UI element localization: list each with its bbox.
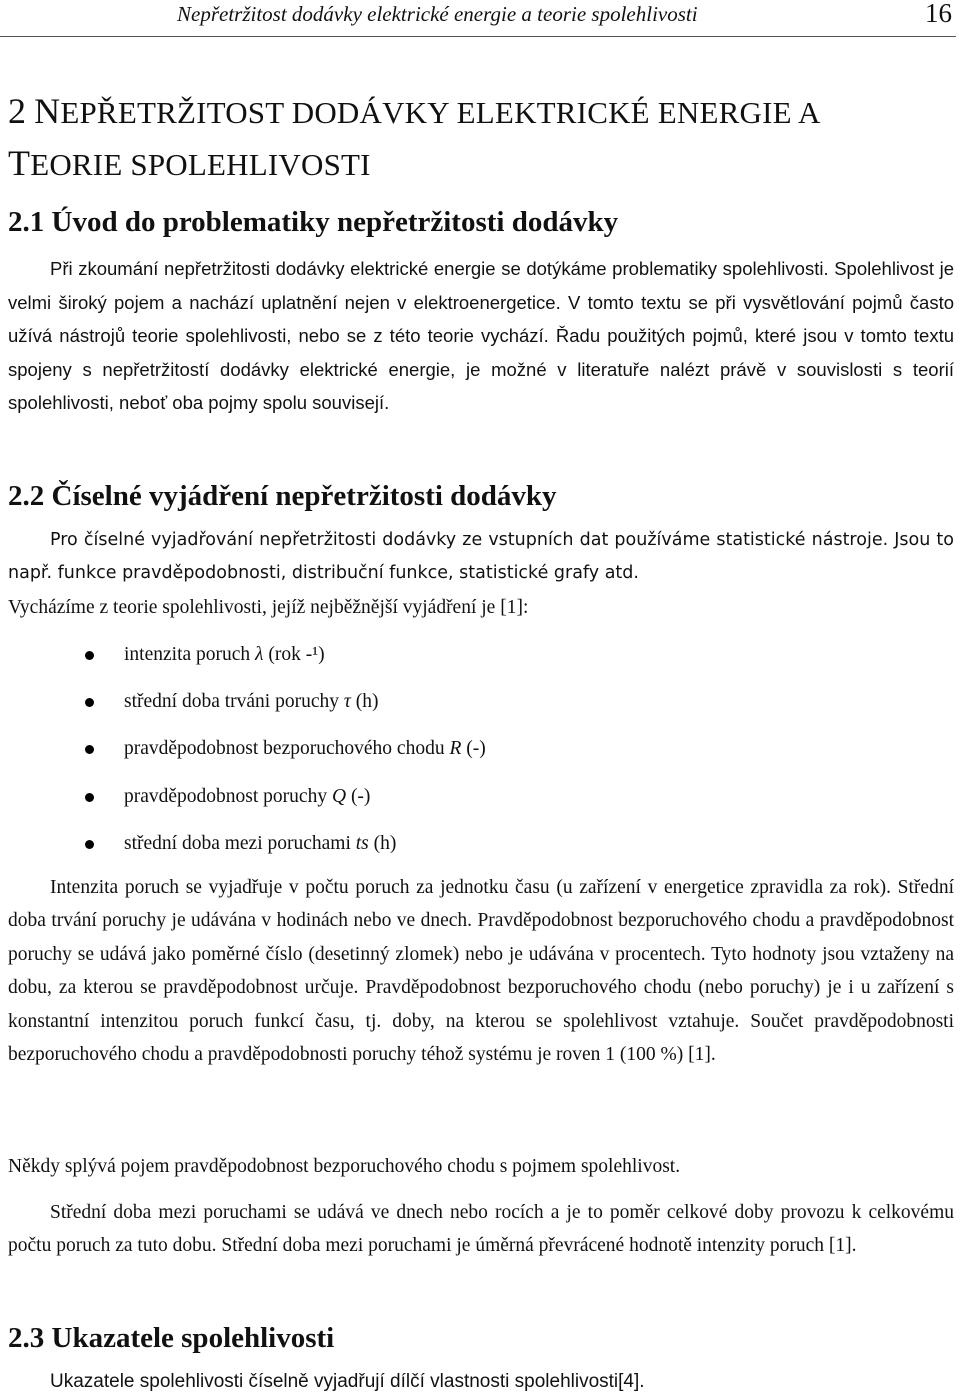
section-2-2-paragraph-3: Intenzita poruch se vyjadřuje v počtu poruch za jednotku času (u zařízení v energetice zpravidla za rok). Střední doba trvání poruchy je udávána v hodinách nebo ve dnech. Pravděpodobnost bezporuchového chodu a pravděpodobnost poruchy se udává jako poměrné číslo (desetinný zlomek) nebo je udávána v procentech. Tyto hodnoty jsou vztaženy na dobu, za kterou se pravděpodobnost určuje. Pravděpodobnost bezporuchového chodu (nebo poruchy) je i u zařízení s konstantní intenzitou poruch funkcí času, tj. doby, na kterou se spolehlivost vztahuje. Součet pravděpodobnosti bezporuchového chodu a pravděpodobnosti poruchy téhož systému je roven 1 (100 %) [1]. — [8, 877, 954, 1066]
bullet-icon — [85, 745, 94, 754]
list-item: střední doba mezi poruchami ts (h) — [8, 825, 486, 872]
chapter-title-line-1 — [8, 86, 948, 138]
chapter-title-rest-2: EORIE SPOLEHLIVOSTI — [30, 147, 371, 182]
chapter-title — [8, 86, 948, 190]
running-title: Nepřetržitost dodávky elektrické energie a teorie spolehlivosti — [177, 2, 698, 26]
chapter-title-initial-2: T — [8, 143, 31, 183]
section-2-2-paragraph-4: Někdy splývá pojem pravděpodobnost bezporuchového chodu s pojmem spolehlivost. — [8, 1156, 681, 1177]
section-heading-2-1: 2.1 Úvod do problematiky nepřetržitosti dodávky — [8, 206, 619, 238]
list-item: intenzita poruch λ (rok -¹) — [8, 636, 486, 683]
chapter-title-line-2 — [8, 138, 948, 190]
section-2-2-intro-b: Vycházíme z teorie spolehlivosti, jejíž nejběžnější vyjádření je [1]: — [8, 596, 529, 618]
running-header — [0, 0, 956, 37]
chapter-title-initial-1: N — [34, 91, 61, 131]
reliability-measures-list — [8, 636, 486, 872]
chapter-number: 2 — [8, 91, 27, 131]
section-2-3-paragraph: Ukazatele spolehlivosti číselně vyjadřují dílčí vlastnosti spolehlivosti[4]. — [50, 1371, 645, 1392]
bullet-icon — [85, 840, 94, 849]
page-number: 16 — [925, 0, 952, 28]
section-2-2-paragraph-5: Střední doba mezi poruchami se udává ve dnech nebo rocích a je to poměr celkové doby provozu k celkovému počtu poruch za tuto dobu. Střední doba mezi poruchami je úměrná převrácené hodnotě intenzity poruch [1]. — [8, 1202, 954, 1257]
section-heading-2-2: 2.2 Číselné vyjádření nepřetržitosti dodávky — [8, 480, 557, 512]
section-2-1-paragraph: Při zkoumání nepřetržitosti dodávky elektrické energie se dotýkáme problematiky spolehlivosti. Spolehlivost je velmi široký pojem a nachází uplatnění nejen v elektroenergetice. V tomto textu se při vysvětlování pojmů často užívá nástrojů teorie spolehlivosti, nebo se z této teorie vychází. Řadu použitých pojmů, které jsou v tomto textu spojeny s nepřetržitostí dodávky elektrické energie, je možné v literatuře nalézt právě v souvislosti s teorií spolehlivosti, neboť oba pojmy spolu souvisejí. — [8, 258, 954, 414]
list-item: pravděpodobnost bezporuchového chodu R (-) — [8, 730, 486, 777]
section-2-2-intro — [8, 524, 954, 624]
bullet-icon — [85, 651, 94, 660]
bullet-icon — [85, 793, 94, 802]
list-item: střední doba trváni poruchy τ (h) — [8, 683, 486, 730]
section-heading-2-3: 2.3 Ukazatele spolehlivosti — [8, 1322, 335, 1354]
chapter-title-rest-1: EPŘETRŽITOST DODÁVKY ELEKTRICKÉ ENERGIE A — [60, 95, 821, 130]
section-2-2-intro-a: Pro číselné vyjadřování nepřetržitosti dodávky ze vstupních dat používáme statistické nástroje. Jsou to např. funkce pravděpodobnosti, distribuční funkce, statistické grafy atd. — [8, 530, 954, 584]
list-item: pravděpodobnost poruchy Q (-) — [8, 778, 486, 825]
bullet-icon — [85, 698, 94, 707]
